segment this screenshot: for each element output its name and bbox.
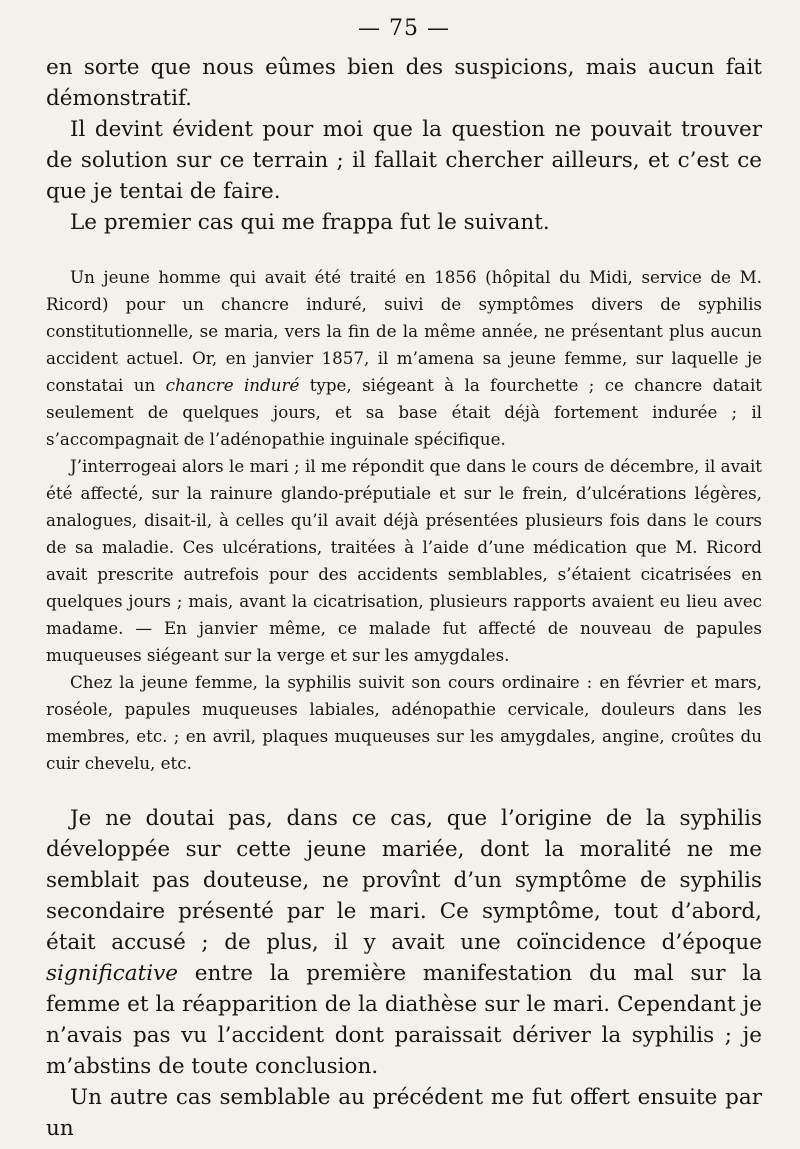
opening-paragraph-2: Il devint évident pour moi que la question ne pouvait trouver de solution sur ce terrain ; il fallait chercher ailleurs, et c’est ce que je tentai de faire. <box>46 117 762 204</box>
opening-paragraph-1: en sorte que nous eûmes bien des suspicions, mais aucun fait démonstratif. <box>46 55 762 111</box>
closing-paragraph-1-part-2: entre la première manifestation du mal sur la femme et la réapparition de la diathèse sur le mari. Cependant je n’avais pas vu l’accident dont paraissait dériver la syphilis ; je m’abstins de toute conclusion. <box>46 961 762 1079</box>
closing-paragraph-2: Un autre cas semblable au précédent me fut offert ensuite par un <box>46 1085 762 1141</box>
case-report <box>46 264 762 777</box>
case-paragraph-1-part-1: Un jeune homme qui avait été traité en 1856 (hôpital du Midi, service de M. Ricord) pour un chancre induré, suivi de symptômes divers de syphilis constitutionnelle, se maria, vers la fin de la même année, ne présentant plus aucun accident actuel. Or, en janvier 1857, il m’amena sa jeune femme, sur laquelle je constatai un <box>46 267 762 395</box>
page-number: — 75 — <box>358 16 450 41</box>
closing-paragraph-1-part-1: Je ne doutai pas, dans ce cas, que l’origine de la syphilis développée sur cette jeune mariée, dont la moralité ne me semblait pas douteuse, ne provînt d’un symptôme de syphilis secondaire présenté par le mari. Ce symptôme, tout d’abord, était accusé ; de plus, il y avait une coïncidence d’époque <box>46 806 762 955</box>
case-paragraph-2: J’interrogeai alors le mari ; il me répondit que dans le cours de décembre, il avait été affecté, sur la rainure glando-préputiale et sur le frein, d’ulcérations légères, analogues, disait-il, à celles qu’il avait déjà présentées plusieurs fois dans le cours de sa maladie. Ces ulcérations, traitées à l’aide d’une médication que M. Ricord avait prescrite autrefois pour des accidents semblables, s’étaient cicatrisées en quelques jours ; mais, avant la cicatrisation, plusieurs rapports avaient eu lieu avec madame. — En janvier même, ce malade fut affecté de nouveau de papules muqueuses siégeant sur la verge et sur les amygdales. <box>46 456 762 665</box>
closing-paragraph-1-emphasis: significative <box>46 961 178 986</box>
closing-paragraph-1 <box>46 803 762 1082</box>
case-paragraph-3: Chez la jeune femme, la syphilis suivit son cours ordinaire : en février et mars, roséole, papules muqueuses labiales, adénopathie cervicale, douleurs dans les membres, etc. ; en avril, plaques muqueuses sur les amygdales, angine, croûtes du cuir chevelu, etc. <box>46 672 762 773</box>
case-paragraph-1 <box>46 264 762 453</box>
case-paragraph-1-emphasis: chancre induré <box>165 375 300 395</box>
opening-paragraph-3: Le premier cas qui me frappa fut le suivant. <box>70 210 550 235</box>
case-paragraph-1-part-2: type, siégeant à la fourchette ; ce chancre datait seulement de quelques jours, et sa base était déjà fortement indurée ; il s’accompagnait de l’adénopathie inguinale spécifique. <box>46 375 762 449</box>
